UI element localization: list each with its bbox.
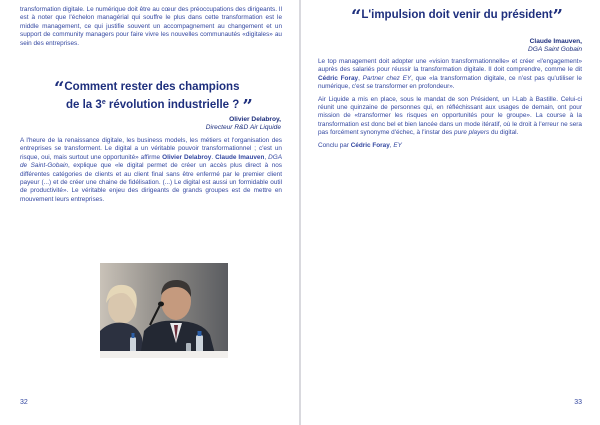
left-heading bbox=[54, 78, 274, 117]
right-byline bbox=[422, 38, 582, 55]
open-quote-icon: “ bbox=[351, 6, 362, 27]
paragraph-2: Air Liquide a mis en place, sous le mandat de son Président, un I-Lab à Bastille. Celui-ci réunit une quinzaine de personnes qui, en réfléchissant aux usages de demain, ont pour mission de «transformer les risques en opportunités pour le groupe». La course à la transformation est donc bel et bien lancée dans un mode itératif, où le droit à l'erreur ne sera pas forcément synonyme d'échec, à l'instar des pure players du digital. bbox=[318, 95, 582, 137]
byline-name: Claude Imauven, bbox=[529, 38, 582, 45]
left-page bbox=[0, 0, 299, 425]
heading-text: L'impulsion doit venir du président bbox=[361, 9, 553, 21]
right-page bbox=[301, 0, 600, 425]
intro-paragraph: transformation digitale. Le numérique doit être au cœur des préoccupations des dirigeants. Il est à noter que l'échelon managérial qui souffre le plus dans cette transformation est le middle management, ce qui justifie souvent un accompagnement au changement et un support de community managers pour faire vivre les nouvelles communautés «digitales» au sein des entreprises. bbox=[20, 6, 282, 47]
right-heading bbox=[351, 6, 571, 27]
paragraph-1: Le top management doit adopter une «vision transformationnelle» et créer «l'engagement» auprès des salariés pour réussir la transformation digitale. Il doit comprendre, comme le dit Cédric Foray, Partner chez EY, que «la transformation digitale, ce n'est pas qu'utiliser le numérique, c'est se transformer en profondeur». bbox=[318, 58, 582, 91]
close-quote-icon: ” bbox=[552, 6, 563, 27]
left-byline bbox=[121, 116, 281, 133]
byline-role: Directeur R&D Air Liquide bbox=[205, 124, 281, 132]
right-main-text bbox=[318, 58, 582, 154]
open-quote-icon: “ bbox=[54, 78, 65, 99]
conference-photo-illustration bbox=[100, 263, 228, 358]
right-page-number: 33 bbox=[574, 399, 582, 406]
left-main-paragraph: A l'heure de la renaissance digitale, les business models, les métiers et l'organisation des entreprises se transforment. Le digital a un véritable pouvoir transformationnel ; c'est un risque, oui, mais surtout une opportunité» affirme Olivier Delabroy. Claude Imauven, DGA de Saint-Gobain, explique que «le digital permet de créer un accès plus direct à nos différentes catégories de clients et au client final sans être enfermé par le premier client payeur (...) et de créer une chaine de fidélisation. (...) Le digital est aussi un formidable outil de productivité». Le véritable enjeu des dirigeants de grands groupes est de mettre en mouvement leurs entreprises. bbox=[20, 137, 282, 203]
heading-line-2: de la 3e révolution industrielle ? ” bbox=[66, 96, 253, 117]
speaker-photo bbox=[100, 263, 228, 358]
heading-line-1: Comment rester des champions bbox=[64, 81, 240, 93]
byline-role: DGA Saint Gobain bbox=[528, 46, 582, 54]
left-page-number: 32 bbox=[20, 399, 28, 406]
close-quote-icon: ” bbox=[242, 96, 253, 117]
byline-name: Olivier Delabroy, bbox=[229, 116, 281, 123]
paragraph-3: Conclu par Cédric Foray, EY bbox=[318, 141, 402, 149]
